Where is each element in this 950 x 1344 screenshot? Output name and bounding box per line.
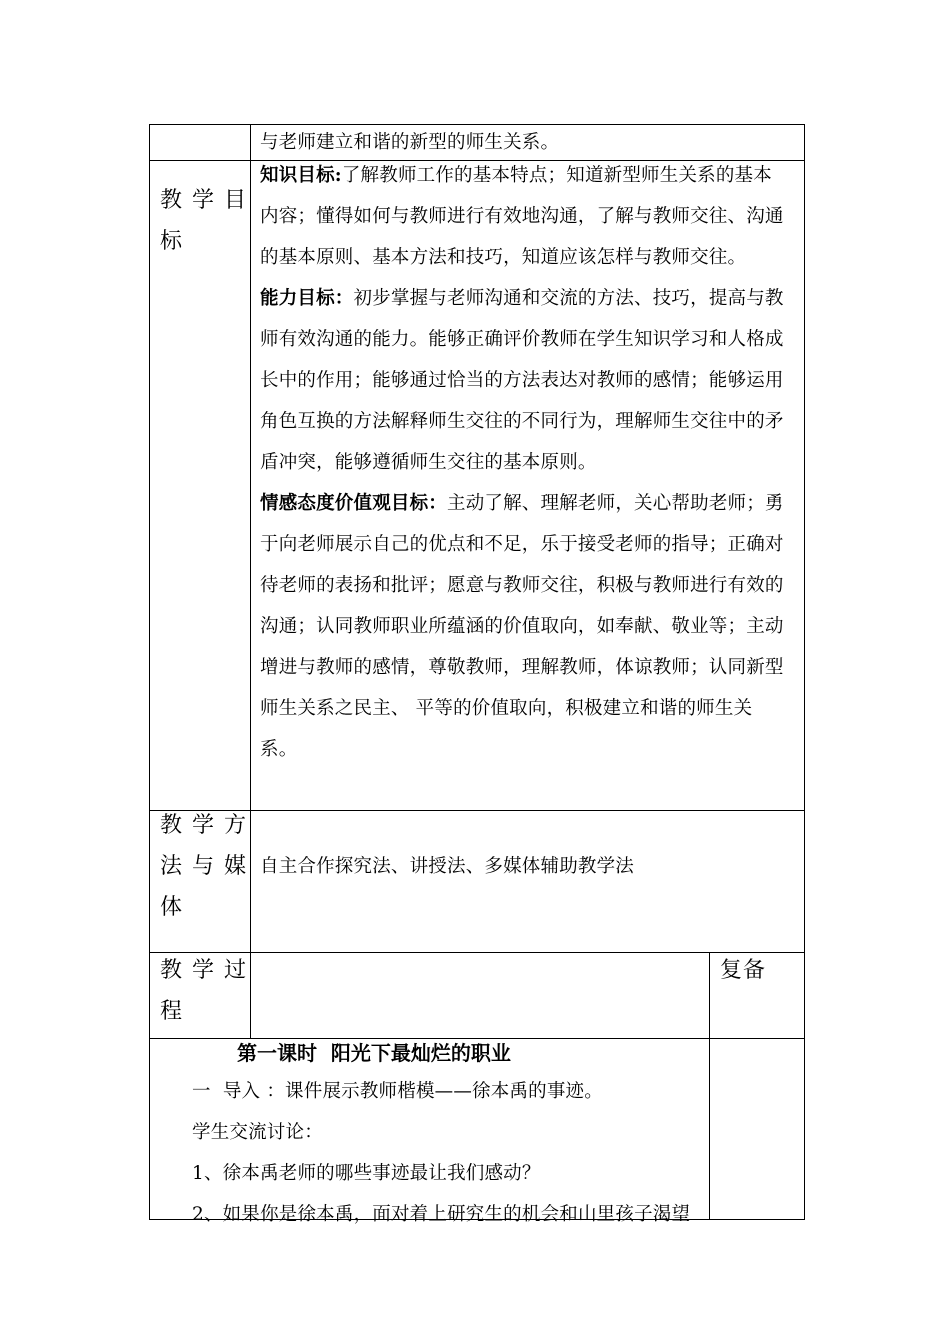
- emotion-goal-line3: 待老师的表扬和批评；愿意与教师交往，积极与教师进行有效的: [260, 575, 784, 596]
- lesson-line2: 学生交流讨论：: [192, 1122, 323, 1143]
- knowledge-goal-line3: 的基本原则、基本方法和技巧，知道应该怎样与教师交往。: [260, 247, 747, 268]
- emotion-goal-line6: 师生关系之民主、 平等的价值取向，积极建立和谐的师生关: [260, 698, 753, 719]
- methods-label: [160, 805, 256, 928]
- ability-goal-line5: 盾冲突，能够遵循师生交往的基本原则。: [260, 452, 597, 473]
- process-label: [160, 950, 256, 1032]
- lesson-line3: 1、徐本禹老师的哪些事迹最让我们感动？: [192, 1163, 541, 1184]
- prep-label: 复备: [720, 958, 767, 983]
- prep-column-divider: [709, 952, 710, 1220]
- methods-label-line2: 法与媒: [160, 854, 257, 879]
- methods-text: 自主合作探究法、讲授法、多媒体辅助教学法: [260, 856, 635, 877]
- ability-goal-title: 能力目标：: [260, 288, 354, 309]
- knowledge-goal-line1: 知识目标:了解教师工作的基本特点；知道新型师生关系的基本: [260, 165, 772, 186]
- lesson-content: [192, 1071, 690, 1235]
- emotion-goal-line1: 情感态度价值观目标：主动了解、理解老师，关心帮助老师；勇: [260, 493, 784, 514]
- goals-content: [260, 155, 784, 770]
- lesson-line4: 2、如果你是徐本禹，面对着上研究生的机会和山里孩子渴望: [192, 1204, 691, 1225]
- ability-goal-line3: 长中的作用；能够通过恰当的方法表达对教师的感情；能够运用: [260, 370, 784, 391]
- row1-text: 与老师建立和谐的新型的师生关系。: [260, 132, 560, 153]
- ability-goal-line2: 师有效沟通的能力。能够正确评价教师在学生知识学习和人格成: [260, 329, 784, 350]
- goals-label-line1: 教学目: [160, 188, 257, 213]
- ability-goal-line4: 角色互换的方法解释师生交往的不同行为，理解师生交往中的矛: [260, 411, 784, 432]
- table-left-border: [149, 124, 150, 1220]
- methods-label-line3: 体: [160, 895, 193, 920]
- methods-label-line1: 教学方: [160, 813, 257, 838]
- emotion-goal-line4: 沟通；认同教师职业所蕴涵的价值取向，如奉献、敬业等；主动: [260, 616, 784, 637]
- emotion-goal-line5: 增进与教师的感情，尊敬教师，理解教师，体谅教师；认同新型: [260, 657, 784, 678]
- knowledge-goal-title: 知识目标:: [260, 165, 342, 186]
- knowledge-goal-line2: 内容；懂得如何与教师进行有效地沟通，了解与教师交往、沟通: [260, 206, 784, 227]
- lesson-line1: 一 导入 ：课件展示教师楷模——徐本禹的事迹。: [192, 1081, 603, 1102]
- process-label-line1: 教学过: [160, 958, 257, 983]
- goals-label-line2: 标: [160, 229, 193, 254]
- lesson-title: 第一课时 阳光下最灿烂的职业: [237, 1041, 511, 1065]
- goals-label: [160, 180, 256, 262]
- emotion-goal-title: 情感态度价值观目标：: [260, 493, 448, 514]
- process-label-line2: 程: [160, 999, 193, 1024]
- emotion-goal-line7: 系。: [260, 739, 298, 760]
- ability-goal-line1: 能力目标：初步掌握与老师沟通和交流的方法、技巧，提高与教: [260, 288, 784, 309]
- emotion-goal-line2: 于向老师展示自己的优点和不足，乐于接受老师的指导；正确对: [260, 534, 784, 555]
- table-right-border: [804, 124, 805, 1220]
